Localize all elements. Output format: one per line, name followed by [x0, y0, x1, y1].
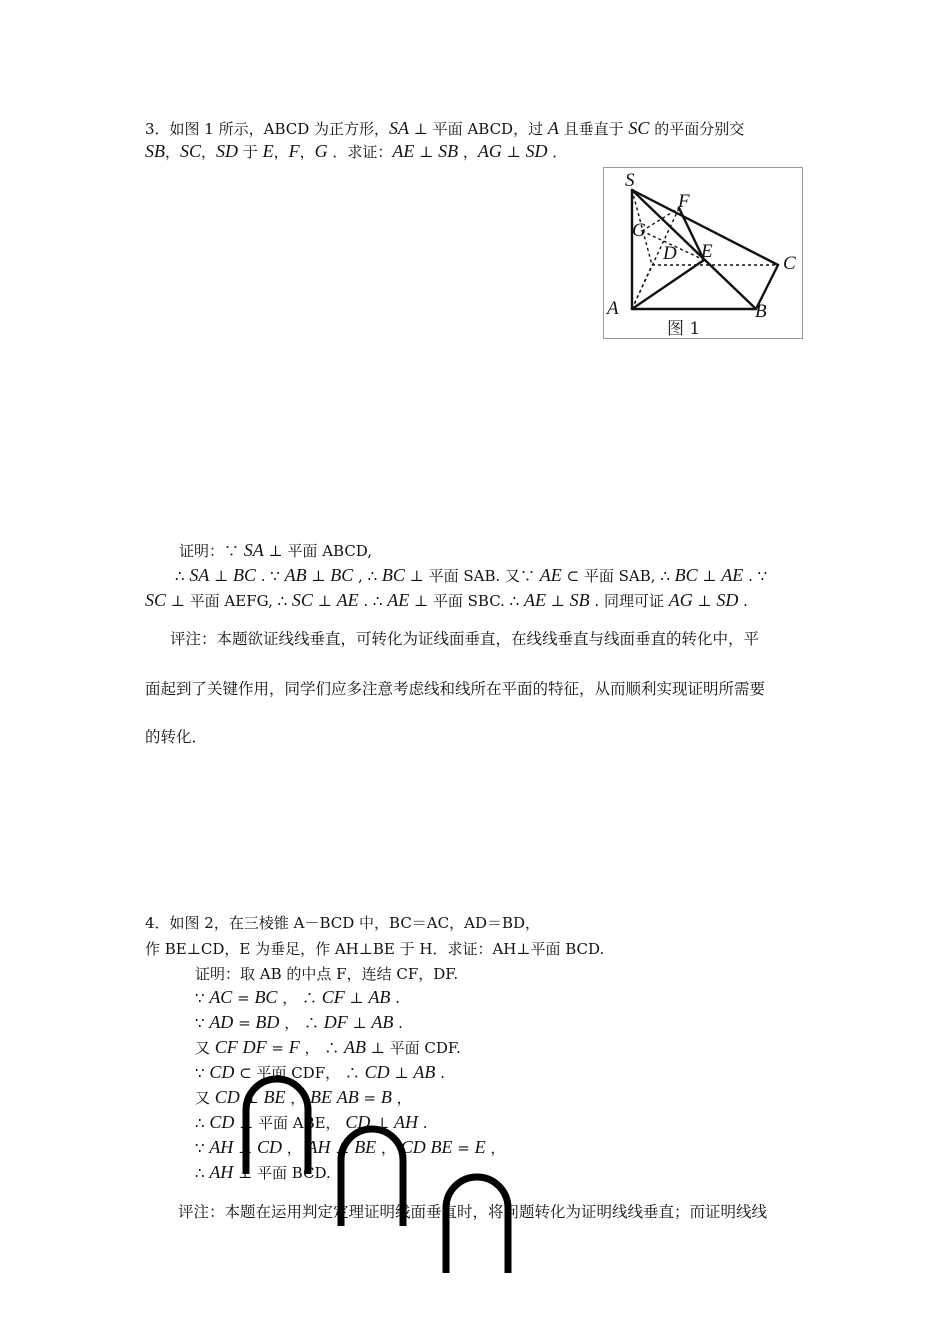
math-symbol: BC: [330, 565, 354, 585]
text-segment: ， ∴: [277, 989, 322, 1007]
math-symbol: SA: [243, 540, 264, 560]
text-segment: . ∵: [743, 567, 768, 585]
math-symbol: BC: [381, 565, 405, 585]
text-segment: .: [393, 1014, 403, 1032]
math-symbol: SB: [145, 141, 165, 161]
math-symbol: SC: [291, 590, 313, 610]
math-symbol: CD: [345, 1112, 371, 1132]
text-segment: ⊥: [312, 592, 337, 610]
math-symbol: SD: [716, 590, 739, 610]
math-symbol: SA: [189, 565, 210, 585]
text-segment: .: [738, 592, 748, 610]
text-segment: ∴: [195, 1114, 210, 1132]
text-segment: . 同理可证: [589, 592, 669, 610]
math-symbol: DF: [323, 1012, 348, 1032]
text-segment: =: [266, 1039, 289, 1057]
text-segment: , ∴: [353, 567, 382, 585]
figure-caption: 图 1: [667, 319, 701, 338]
math-symbol: A: [547, 118, 559, 138]
problem4-proof-line1: [195, 986, 400, 1009]
text-segment: .: [417, 1114, 428, 1132]
text-segment: =: [232, 989, 255, 1007]
text-segment: ⊥: [692, 592, 717, 610]
problem3-proof-line3: [145, 589, 748, 612]
text-segment: =: [358, 1089, 381, 1107]
text-segment: ⊥: [370, 1114, 394, 1132]
problem4-proof-line2: [195, 1011, 403, 1034]
text-segment: ．: [547, 143, 568, 161]
math-symbol: CD: [400, 1137, 426, 1157]
math-symbol: AE: [539, 565, 562, 585]
math-symbol: CD: [209, 1062, 235, 1082]
vertex-label-E: E: [701, 241, 713, 262]
pyramid-svg: [604, 168, 802, 338]
math-symbol: SB: [569, 590, 590, 610]
text-segment: ，: [299, 143, 315, 161]
figure-1-pyramid-diagram: [603, 167, 803, 339]
text-segment: 且垂直于: [558, 120, 629, 138]
text-segment: 又: [195, 1039, 215, 1057]
math-symbol: SB: [438, 141, 459, 161]
math-symbol: CD: [256, 1137, 282, 1157]
text-segment: ，: [201, 143, 217, 161]
vertex-label-D: D: [663, 243, 677, 264]
text-segment: ，: [376, 1139, 401, 1157]
math-symbol: SC: [180, 141, 202, 161]
text-segment: ∵: [195, 1064, 210, 1082]
text-segment: ⊂ 平面 CDF， ∴: [234, 1064, 365, 1082]
problem4-proof-line0: 证明：取 AB 的中点 F，连结 CF，DF.: [195, 965, 459, 983]
problem4-statement-line1: 4．如图 2，在三棱锥 A－BCD 中，BC＝AC，AD＝BD，: [145, 914, 541, 932]
problem3-comment-line1: 评注：本题欲证线线垂直，可转化为证线面垂直，在线线垂直与线面垂直的转化中，平: [170, 630, 760, 648]
math-symbol: AB: [413, 1062, 436, 1082]
text-segment: 又: [195, 1089, 215, 1107]
math-symbol: BC: [674, 565, 698, 585]
math-symbol: CF: [214, 1037, 238, 1057]
problem4-proof-line3: [195, 1036, 461, 1059]
text-segment: ∵: [195, 989, 210, 1007]
text-segment: ， ∴: [279, 1014, 324, 1032]
text-segment: ⊂ 平面 SAB, ∴: [561, 567, 675, 585]
math-symbol: CD: [209, 1112, 235, 1132]
math-symbol: AB: [336, 1087, 359, 1107]
vertex-label-G: G: [632, 220, 646, 241]
text-segment: =: [452, 1139, 475, 1157]
text-segment: ⊥ 平面 CDF.: [366, 1039, 461, 1057]
text-segment: ⊥: [306, 567, 331, 585]
math-symbol: AB: [284, 565, 307, 585]
math-symbol: BE: [263, 1087, 286, 1107]
text-segment: ⊥: [347, 1014, 372, 1032]
math-symbol: AH: [209, 1162, 234, 1182]
math-symbol: AE: [336, 590, 359, 610]
math-symbol: AH: [209, 1137, 234, 1157]
math-symbol: AD: [209, 1012, 234, 1032]
text-segment: ∴: [175, 567, 190, 585]
text-segment: .: [390, 989, 400, 1007]
math-symbol: E: [474, 1137, 486, 1157]
text-segment: ．求证：: [327, 143, 393, 161]
math-symbol: F: [288, 1037, 300, 1057]
text-segment: ⊥: [233, 1139, 257, 1157]
text-segment: ，: [273, 143, 289, 161]
problem4-proof-line5: [195, 1086, 412, 1109]
math-symbol: AB: [371, 1012, 394, 1032]
text-segment: ⊥: [546, 592, 570, 610]
math-symbol: B: [380, 1087, 392, 1107]
text-segment: ⊥: [209, 567, 233, 585]
text-segment: ⊥ 平面 SBC. ∴: [409, 592, 524, 610]
vertex-label-B: B: [755, 301, 767, 322]
text-segment: 3．如图 1 所示，ABCD 为正方形，: [145, 120, 390, 138]
math-symbol: AE: [387, 590, 410, 610]
math-symbol: SD: [525, 141, 548, 161]
math-symbol: F: [288, 141, 300, 161]
math-symbol: SC: [145, 590, 167, 610]
math-symbol: AH: [306, 1137, 331, 1157]
text-segment: ∵: [195, 1139, 210, 1157]
text-segment: ，: [285, 1089, 310, 1107]
problem4-proof-line6: [195, 1111, 428, 1134]
math-symbol: DF: [242, 1037, 267, 1057]
text-segment: ，: [458, 143, 478, 161]
text-segment: .: [435, 1064, 445, 1082]
math-symbol: E: [262, 141, 274, 161]
math-symbol: AH: [393, 1112, 418, 1132]
text-segment: ⊥: [330, 1139, 355, 1157]
text-segment: ⊥ 平面 ABCD,: [263, 542, 373, 560]
math-symbol: AE: [721, 565, 744, 585]
text-segment: ⊥ 平面 BCD.: [233, 1164, 331, 1182]
vertex-label-A: A: [607, 298, 619, 319]
math-symbol: AC: [209, 987, 233, 1007]
text-segment: ⊥: [414, 143, 439, 161]
math-symbol: AE: [524, 590, 546, 610]
text-segment: ， ∴: [299, 1039, 344, 1057]
text-segment: ⊥: [389, 1064, 414, 1082]
problem4-comment-line1: 评注：本题在运用判定定理证明线面垂直时，将问题转化为证明线线垂直；而证明线线: [178, 1203, 768, 1221]
math-symbol: AB: [368, 987, 391, 1007]
arch-mark-3: [446, 1177, 508, 1273]
text-segment: . ∵: [255, 567, 285, 585]
text-segment: ，: [281, 1139, 307, 1157]
problem3-proof-line2: [175, 564, 767, 587]
math-symbol: CD: [214, 1087, 240, 1107]
text-segment: 于: [238, 143, 263, 161]
problem3-statement-line1: [145, 117, 744, 140]
math-symbol: SC: [628, 118, 650, 138]
text-segment: ⊥ 平面 AEFG, ∴: [166, 592, 292, 610]
text-segment: 证明：∵: [179, 542, 244, 560]
problem3-proof-line1: [179, 539, 372, 562]
math-symbol: SD: [216, 141, 239, 161]
math-symbol: SA: [389, 118, 410, 138]
text-segment: ⊥: [239, 1089, 264, 1107]
text-segment: ⊥: [344, 989, 369, 1007]
math-symbol: CF: [321, 987, 345, 1007]
problem4-statement-line2: 作 BE⊥CD，E 为垂足，作 AH⊥BE 于 H．求证：AH⊥平面 BCD.: [145, 940, 605, 958]
math-symbol: BD: [255, 1012, 280, 1032]
text-segment: ⊥: [501, 143, 526, 161]
problem4-proof-line4: [195, 1061, 445, 1084]
text-segment: ⊥ 平面 SAB. 又∵: [404, 567, 540, 585]
text-segment: . ∴: [358, 592, 388, 610]
vertex-label-C: C: [783, 253, 796, 274]
math-symbol: CD: [364, 1062, 390, 1082]
problem3-statement-line2: [145, 140, 567, 163]
text-segment: ，: [391, 1089, 412, 1107]
text-segment: ∵: [195, 1014, 210, 1032]
math-symbol: AG: [477, 141, 502, 161]
math-symbol: BE: [310, 1087, 332, 1107]
text-segment: 的平面分别交: [649, 120, 745, 138]
vertex-label-S: S: [625, 170, 635, 191]
math-symbol: AE: [392, 141, 415, 161]
math-symbol: AB: [344, 1037, 366, 1057]
math-symbol: BE: [354, 1137, 377, 1157]
problem4-proof-line7: [195, 1136, 505, 1159]
text-segment: ∴: [195, 1164, 210, 1182]
problem4-proof-line8: [195, 1161, 331, 1184]
text-segment: ，: [485, 1139, 506, 1157]
problem3-comment-line2: 面起到了关键作用，同学们应多注意考虑线和线所在平面的特征，从而顺利实现证明所需要: [145, 680, 766, 698]
math-symbol: G: [314, 141, 328, 161]
vertex-label-F: F: [678, 191, 690, 212]
text-segment: ，: [165, 143, 181, 161]
math-symbol: AG: [668, 590, 693, 610]
math-symbol: BE: [430, 1137, 453, 1157]
text-segment: ⊥ 平面 ABE，: [234, 1114, 346, 1132]
math-symbol: BC: [254, 987, 278, 1007]
math-symbol: BC: [232, 565, 256, 585]
text-segment: ⊥: [697, 567, 722, 585]
text-segment: =: [233, 1014, 256, 1032]
problem3-comment-line3: 的转化．: [145, 728, 208, 746]
text-segment: ⊥ 平面 ABCD，过: [409, 120, 548, 138]
